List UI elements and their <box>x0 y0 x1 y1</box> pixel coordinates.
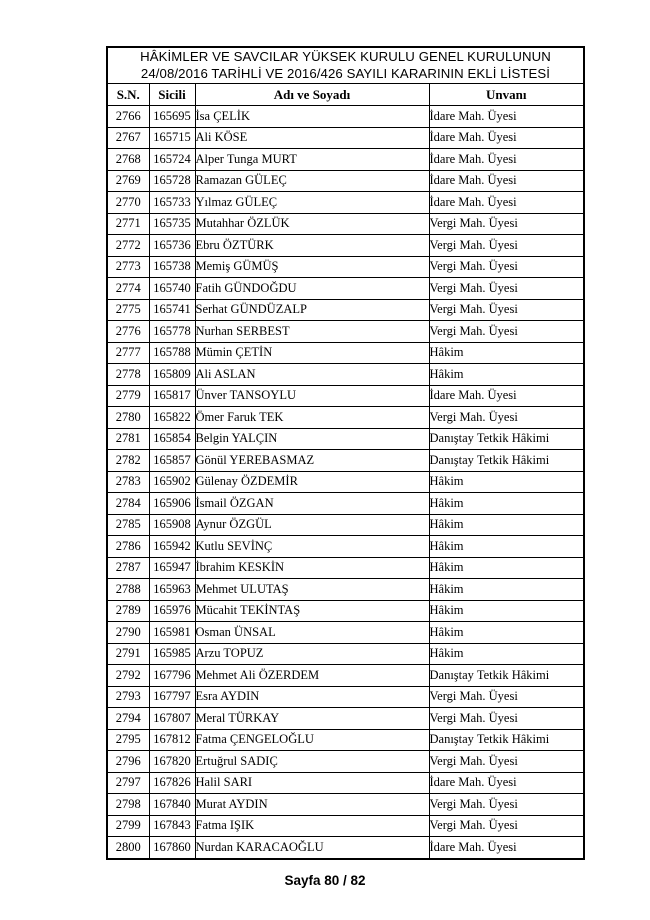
table-row <box>107 471 584 493</box>
cell-sn: 2768 <box>107 149 149 171</box>
table-row <box>107 299 584 321</box>
cell-name: Mutahhar ÖZLÜK <box>195 213 429 235</box>
cell-unvan: Vergi Mah. Üyesi <box>429 407 584 429</box>
cell-unvan: Vergi Mah. Üyesi <box>429 213 584 235</box>
cell-sn: 2766 <box>107 106 149 128</box>
cell-sicil: 165902 <box>149 471 195 493</box>
cell-unvan: Vergi Mah. Üyesi <box>429 751 584 773</box>
cell-sn: 2774 <box>107 278 149 300</box>
table-title-row <box>107 47 584 84</box>
cell-name: Yılmaz GÜLEÇ <box>195 192 429 214</box>
table-row <box>107 794 584 816</box>
column-header-sicil: Sicili <box>149 84 195 106</box>
table-title-line-1: HÂKİMLER VE SAVCILAR YÜKSEK KURULU GENEL KURULUNUN <box>140 49 551 64</box>
table-row <box>107 514 584 536</box>
cell-name: Ali ASLAN <box>195 364 429 386</box>
cell-name: Murat AYDIN <box>195 794 429 816</box>
table-row <box>107 708 584 730</box>
cell-name: Ömer Faruk TEK <box>195 407 429 429</box>
table-row <box>107 772 584 794</box>
cell-sicil: 167807 <box>149 708 195 730</box>
column-header-sn: S.N. <box>107 84 149 106</box>
cell-unvan: İdare Mah. Üyesi <box>429 192 584 214</box>
table-row <box>107 579 584 601</box>
cell-unvan: İdare Mah. Üyesi <box>429 106 584 128</box>
cell-sn: 2795 <box>107 729 149 751</box>
table-row <box>107 149 584 171</box>
cell-sicil: 165822 <box>149 407 195 429</box>
cell-name: Esra AYDIN <box>195 686 429 708</box>
cell-sicil: 165942 <box>149 536 195 558</box>
table-row <box>107 536 584 558</box>
column-header-row <box>107 84 584 106</box>
table-row <box>107 385 584 407</box>
cell-unvan: Hâkim <box>429 342 584 364</box>
cell-unvan: Vergi Mah. Üyesi <box>429 708 584 730</box>
cell-sicil: 165724 <box>149 149 195 171</box>
cell-name: Arzu TOPUZ <box>195 643 429 665</box>
cell-sicil: 165733 <box>149 192 195 214</box>
cell-sicil: 167843 <box>149 815 195 837</box>
cell-sicil: 165906 <box>149 493 195 515</box>
cell-sn: 2778 <box>107 364 149 386</box>
table-row <box>107 557 584 579</box>
cell-sicil: 167826 <box>149 772 195 794</box>
cell-unvan: İdare Mah. Üyesi <box>429 837 584 859</box>
cell-sn: 2772 <box>107 235 149 257</box>
cell-sicil: 165809 <box>149 364 195 386</box>
cell-sn: 2798 <box>107 794 149 816</box>
cell-sn: 2796 <box>107 751 149 773</box>
table-row <box>107 428 584 450</box>
cell-unvan: İdare Mah. Üyesi <box>429 149 584 171</box>
cell-name: Gönül YEREBASMAZ <box>195 450 429 472</box>
table-row <box>107 686 584 708</box>
cell-name: Fatih GÜNDOĞDU <box>195 278 429 300</box>
column-header-name: Adı ve Soyadı <box>195 84 429 106</box>
cell-sn: 2771 <box>107 213 149 235</box>
cell-sicil: 167840 <box>149 794 195 816</box>
cell-unvan: Hâkim <box>429 514 584 536</box>
cell-unvan: İdare Mah. Üyesi <box>429 170 584 192</box>
cell-sicil: 165908 <box>149 514 195 536</box>
table-row <box>107 342 584 364</box>
cell-sicil: 167812 <box>149 729 195 751</box>
cell-sn: 2788 <box>107 579 149 601</box>
cell-unvan: Hâkim <box>429 364 584 386</box>
cell-sn: 2789 <box>107 600 149 622</box>
cell-name: Mehmet Ali ÖZERDEM <box>195 665 429 687</box>
cell-sicil: 167820 <box>149 751 195 773</box>
cell-unvan: Hâkim <box>429 493 584 515</box>
cell-unvan: Hâkim <box>429 536 584 558</box>
cell-unvan: Vergi Mah. Üyesi <box>429 256 584 278</box>
table-row <box>107 256 584 278</box>
table-row <box>107 321 584 343</box>
cell-sicil: 167860 <box>149 837 195 859</box>
cell-name: Belgin YALÇIN <box>195 428 429 450</box>
table-row <box>107 751 584 773</box>
cell-unvan: Danıştay Tetkik Hâkimi <box>429 665 584 687</box>
cell-sn: 2786 <box>107 536 149 558</box>
table-row <box>107 278 584 300</box>
cell-sn: 2787 <box>107 557 149 579</box>
cell-sn: 2780 <box>107 407 149 429</box>
cell-sn: 2794 <box>107 708 149 730</box>
cell-name: Alper Tunga MURT <box>195 149 429 171</box>
cell-unvan: Vergi Mah. Üyesi <box>429 321 584 343</box>
cell-unvan: Hâkim <box>429 600 584 622</box>
cell-name: Mehmet ULUTAŞ <box>195 579 429 601</box>
cell-sn: 2775 <box>107 299 149 321</box>
table-row <box>107 127 584 149</box>
cell-sn: 2769 <box>107 170 149 192</box>
cell-sicil: 165735 <box>149 213 195 235</box>
cell-name: Osman ÜNSAL <box>195 622 429 644</box>
cell-sn: 2782 <box>107 450 149 472</box>
cell-name: İbrahim KESKİN <box>195 557 429 579</box>
cell-sn: 2779 <box>107 385 149 407</box>
cell-sicil: 165947 <box>149 557 195 579</box>
table-row <box>107 170 584 192</box>
cell-sicil: 165738 <box>149 256 195 278</box>
cell-sn: 2781 <box>107 428 149 450</box>
page-number-footer: Sayfa 80 / 82 <box>284 873 366 888</box>
cell-sn: 2783 <box>107 471 149 493</box>
cell-sicil: 165985 <box>149 643 195 665</box>
cell-sicil: 165817 <box>149 385 195 407</box>
table-row <box>107 106 584 128</box>
cell-sn: 2790 <box>107 622 149 644</box>
judges-list-table <box>106 46 585 860</box>
table-row <box>107 665 584 687</box>
cell-name: Mücahit TEKİNTAŞ <box>195 600 429 622</box>
cell-sn: 2785 <box>107 514 149 536</box>
cell-sicil: 165857 <box>149 450 195 472</box>
cell-unvan: Danıştay Tetkik Hâkimi <box>429 729 584 751</box>
table-row <box>107 493 584 515</box>
table-row <box>107 450 584 472</box>
cell-name: Nurdan KARACAOĞLU <box>195 837 429 859</box>
cell-unvan: Vergi Mah. Üyesi <box>429 299 584 321</box>
cell-unvan: Hâkim <box>429 622 584 644</box>
cell-sicil: 165741 <box>149 299 195 321</box>
table-row <box>107 837 584 859</box>
table-row <box>107 192 584 214</box>
cell-unvan: Vergi Mah. Üyesi <box>429 794 584 816</box>
cell-name: Meral TÜRKAY <box>195 708 429 730</box>
cell-unvan: Hâkim <box>429 643 584 665</box>
cell-sicil: 165695 <box>149 106 195 128</box>
cell-sn: 2800 <box>107 837 149 859</box>
table-row <box>107 364 584 386</box>
cell-sicil: 165854 <box>149 428 195 450</box>
cell-sicil: 165715 <box>149 127 195 149</box>
cell-name: Ali KÖSE <box>195 127 429 149</box>
cell-sn: 2776 <box>107 321 149 343</box>
cell-sicil: 165963 <box>149 579 195 601</box>
cell-sn: 2793 <box>107 686 149 708</box>
column-header-unvan: Unvanı <box>429 84 584 106</box>
cell-sicil: 167796 <box>149 665 195 687</box>
table-row <box>107 600 584 622</box>
cell-unvan: Hâkim <box>429 557 584 579</box>
cell-sn: 2784 <box>107 493 149 515</box>
table-row <box>107 643 584 665</box>
cell-name: Fatma IŞIK <box>195 815 429 837</box>
cell-name: Nurhan SERBEST <box>195 321 429 343</box>
table-title-line-2: 24/08/2016 TARİHLİ VE 2016/426 SAYILI KARARININ EKLİ LİSTESİ <box>140 65 551 81</box>
cell-unvan: Vergi Mah. Üyesi <box>429 815 584 837</box>
cell-sicil: 167797 <box>149 686 195 708</box>
cell-sicil: 165740 <box>149 278 195 300</box>
cell-name: Memiş GÜMÜŞ <box>195 256 429 278</box>
cell-unvan: Hâkim <box>429 471 584 493</box>
cell-sicil: 165736 <box>149 235 195 257</box>
cell-sicil: 165728 <box>149 170 195 192</box>
table-row <box>107 729 584 751</box>
table-row <box>107 213 584 235</box>
cell-unvan: Danıştay Tetkik Hâkimi <box>429 428 584 450</box>
table-row <box>107 622 584 644</box>
cell-sn: 2777 <box>107 342 149 364</box>
table-body <box>107 106 584 859</box>
cell-sn: 2767 <box>107 127 149 149</box>
cell-name: İsmail ÖZGAN <box>195 493 429 515</box>
cell-name: Fatma ÇENGELOĞLU <box>195 729 429 751</box>
cell-unvan: Vergi Mah. Üyesi <box>429 235 584 257</box>
cell-name: Halil SARI <box>195 772 429 794</box>
cell-unvan: Hâkim <box>429 579 584 601</box>
cell-sn: 2791 <box>107 643 149 665</box>
table-title <box>107 47 584 84</box>
cell-name: İsa ÇELİK <box>195 106 429 128</box>
cell-unvan: Vergi Mah. Üyesi <box>429 278 584 300</box>
cell-sn: 2797 <box>107 772 149 794</box>
cell-sn: 2792 <box>107 665 149 687</box>
cell-unvan: İdare Mah. Üyesi <box>429 127 584 149</box>
cell-sicil: 165976 <box>149 600 195 622</box>
cell-unvan: İdare Mah. Üyesi <box>429 772 584 794</box>
cell-name: Aynur ÖZGÜL <box>195 514 429 536</box>
cell-sicil: 165981 <box>149 622 195 644</box>
cell-name: Ramazan GÜLEÇ <box>195 170 429 192</box>
cell-name: Ertuğrul SADIÇ <box>195 751 429 773</box>
cell-name: Serhat GÜNDÜZALP <box>195 299 429 321</box>
cell-sn: 2799 <box>107 815 149 837</box>
cell-sn: 2773 <box>107 256 149 278</box>
cell-unvan: Danıştay Tetkik Hâkimi <box>429 450 584 472</box>
cell-unvan: İdare Mah. Üyesi <box>429 385 584 407</box>
table-row <box>107 815 584 837</box>
cell-unvan: Vergi Mah. Üyesi <box>429 686 584 708</box>
cell-sn: 2770 <box>107 192 149 214</box>
cell-sicil: 165778 <box>149 321 195 343</box>
cell-name: Ebru ÖZTÜRK <box>195 235 429 257</box>
cell-name: Gülenay ÖZDEMİR <box>195 471 429 493</box>
cell-sicil: 165788 <box>149 342 195 364</box>
cell-name: Kutlu SEVİNÇ <box>195 536 429 558</box>
cell-name: Ünver TANSOYLU <box>195 385 429 407</box>
table-row <box>107 407 584 429</box>
table-row <box>107 235 584 257</box>
cell-name: Mümin ÇETİN <box>195 342 429 364</box>
